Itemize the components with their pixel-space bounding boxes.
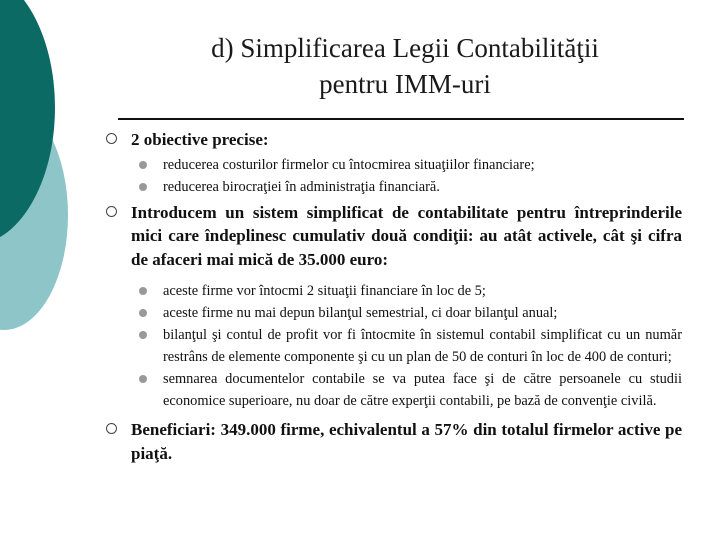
slide-title-line1: d) Simplificarea Legii Contabilităţii: [211, 33, 599, 63]
dot-bullet-icon: [139, 287, 147, 295]
sub-bullet: [106, 154, 682, 176]
sub-bullet: [106, 324, 682, 368]
sub-bullet: [106, 368, 682, 412]
dot-bullet-icon: [139, 331, 147, 339]
dot-bullet-icon: [139, 309, 147, 317]
hollow-circle-bullet-icon: [106, 206, 117, 217]
bullet-beneficiaries: [106, 418, 682, 465]
sub-bullet-text: aceste firme nu mai depun bilanţul semestrial, ci doar bilanţul anual;: [163, 305, 558, 321]
bullet-simplified-system: [106, 201, 682, 272]
sub-bullet-text: semnarea documentelor contabile se va putea face şi de către persoanele cu studii economice superioare, nu doar de către experţii contabili, pe bază de convenţie civilă.: [163, 371, 682, 409]
slide-title-line2: pentru IMM-uri: [319, 69, 491, 99]
sub-bullet-text: reducerea birocraţiei în administraţia financiară.: [163, 178, 440, 195]
title-divider: [118, 118, 684, 120]
bullet-text: Beneficiari: 349.000 firme, echivalentul a 57% din totalul firmelor active pe piaţă.: [131, 420, 682, 463]
hollow-circle-bullet-icon: [106, 133, 117, 144]
dot-bullet-icon: [139, 161, 147, 169]
sub-bullet-text: aceste firme vor întocmi 2 situaţii financiare în loc de 5;: [163, 283, 486, 299]
bullet-text: Introducem un sistem simplificat de contabilitate pentru întreprinderile mici care îndeplinesc cumulativ două condiţii: au atât activele, cât şi cifra de afaceri mai mică de 35.000 euro:: [131, 202, 682, 269]
sub-bullet: [106, 302, 682, 324]
decorative-circles: [0, 0, 90, 330]
sub-bullet: [106, 280, 682, 302]
sub-bullet-text: reducerea costurilor firmelor cu întocmirea situaţiilor financiare;: [163, 156, 535, 173]
bullet-text: 2 obiective precise:: [131, 130, 269, 149]
bullet-objectives: [106, 128, 682, 152]
dot-bullet-icon: [139, 375, 147, 383]
sub-bullet: [106, 176, 682, 198]
slide-title: [150, 30, 660, 102]
hollow-circle-bullet-icon: [106, 423, 117, 434]
dot-bullet-icon: [139, 183, 147, 191]
slide-body: [106, 128, 682, 465]
sub-bullet-text: bilanţul şi contul de profit vor fi întocmite în sistemul contabil simplificat cu un număr restrâns de elemente componente şi cu un plan de 50 de conturi în loc de 400 de conturi;: [163, 327, 682, 365]
